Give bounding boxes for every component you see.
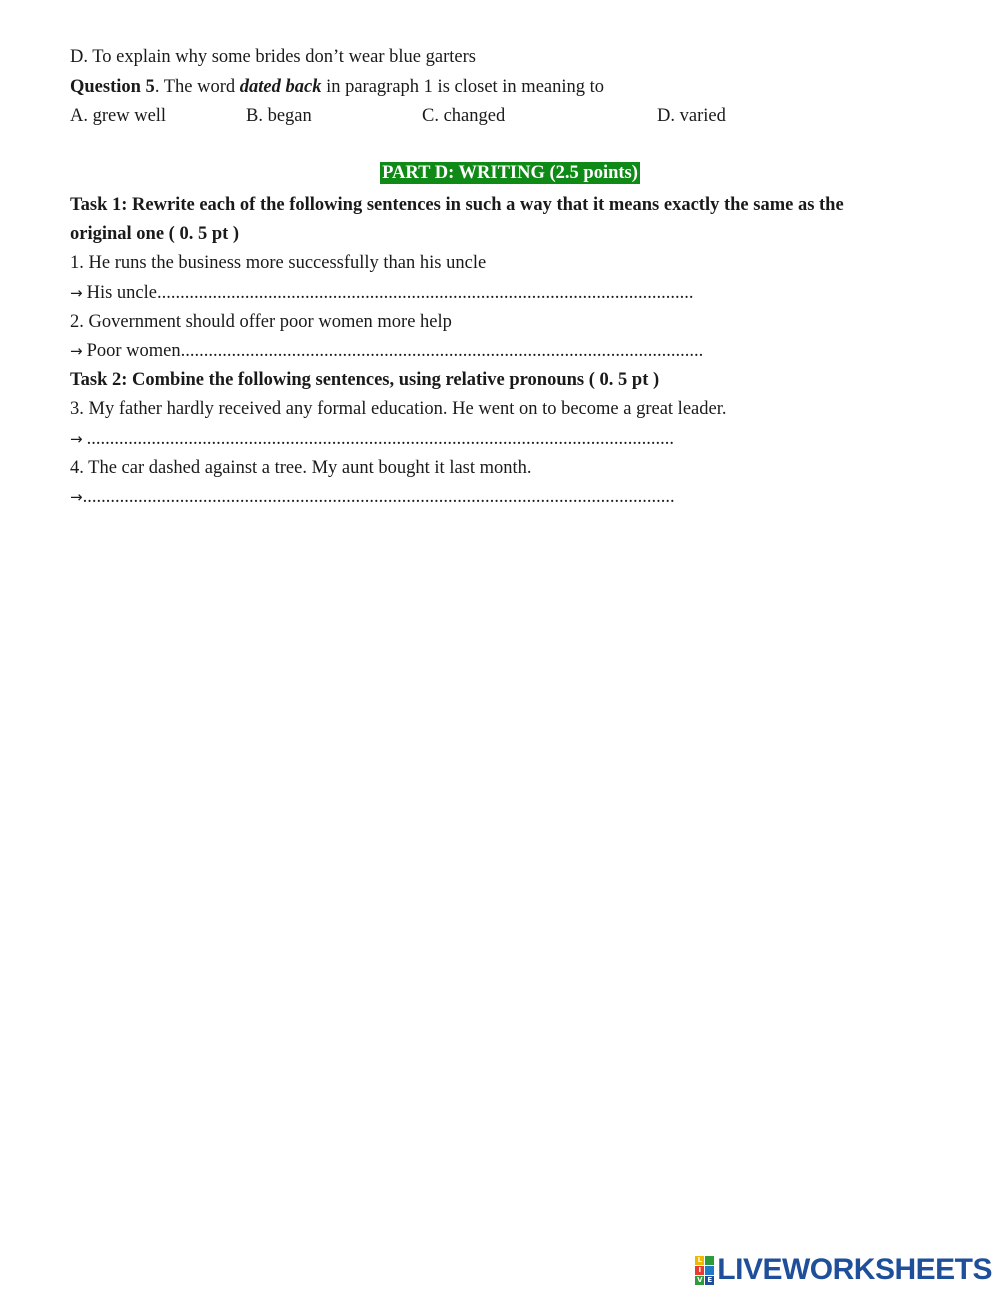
logo-mark-icon (695, 1256, 714, 1285)
answer-2-blank[interactable]: ................................................................................................................. (180, 341, 704, 361)
part-d-title: PART D: WRITING (2.5 points) (382, 163, 638, 183)
logo-text: LIVEWORKSHEETS (717, 1253, 992, 1286)
question-5-option-b: B. began (246, 106, 312, 126)
answer-2-prompt: Poor women (86, 341, 181, 361)
liveworksheets-logo[interactable] (695, 1252, 992, 1288)
task-1-answer-2[interactable] (70, 340, 703, 362)
logo-letter-l: L (695, 1256, 704, 1265)
task-2-item-4: 4. The car dashed against a tree. My aunt bought it last month. (70, 458, 532, 478)
question-5-text-before: . The word (154, 77, 240, 97)
question-5-label: Question 5 (70, 77, 155, 97)
arrow-right-icon: → (70, 430, 83, 448)
task-2-item-3: 3. My father hardly received any formal education. He went on to become a great leader. (70, 399, 727, 419)
arrow-right-icon: → (70, 488, 83, 506)
logo-letter-v: V (697, 1275, 703, 1284)
task-1-answer-1[interactable] (70, 282, 693, 304)
task-2-heading: Task 2: Combine the following sentences, using relative pronouns ( 0. 5 pt ) (70, 370, 660, 390)
answer-4-blank[interactable]: ................................................................................................................................ (82, 487, 675, 507)
question-5-option-c: C. changed (422, 106, 506, 126)
arrow-right-icon: → (70, 342, 83, 360)
answer-1-prompt: His uncle (86, 283, 157, 303)
question-4-option-d: D. To explain why some brides don’t wear blue garters (70, 47, 476, 67)
question-5-text-after: in paragraph 1 is closet in meaning to (321, 77, 605, 97)
task-1-item-2: 2. Government should offer poor women more help (70, 312, 452, 332)
task-2-answer-3[interactable] (70, 428, 674, 450)
logo-letter-e: E (705, 1276, 714, 1285)
arrow-right-icon: → (70, 284, 83, 302)
task-1-heading-line-1: Task 1: Rewrite each of the following sentences in such a way that it means exactly the same as the (70, 195, 844, 215)
answer-1-blank[interactable]: .................................................................................................................... (156, 283, 694, 303)
question-5-emphasis: dated back (239, 77, 322, 97)
part-d-heading-row (0, 162, 1000, 184)
logo-letter-i: I (695, 1266, 704, 1275)
task-2-answer-4[interactable] (70, 486, 675, 508)
task-1-heading-line-2: original one ( 0. 5 pt ) (70, 224, 240, 244)
question-5-option-a: A. grew well (70, 106, 167, 126)
answer-3-blank[interactable]: ............................................................................................................................... (86, 429, 674, 449)
question-5-option-d: D. varied (657, 106, 726, 126)
task-1-item-1: 1. He runs the business more successfully than his uncle (70, 253, 487, 273)
question-5-stem (70, 76, 604, 98)
